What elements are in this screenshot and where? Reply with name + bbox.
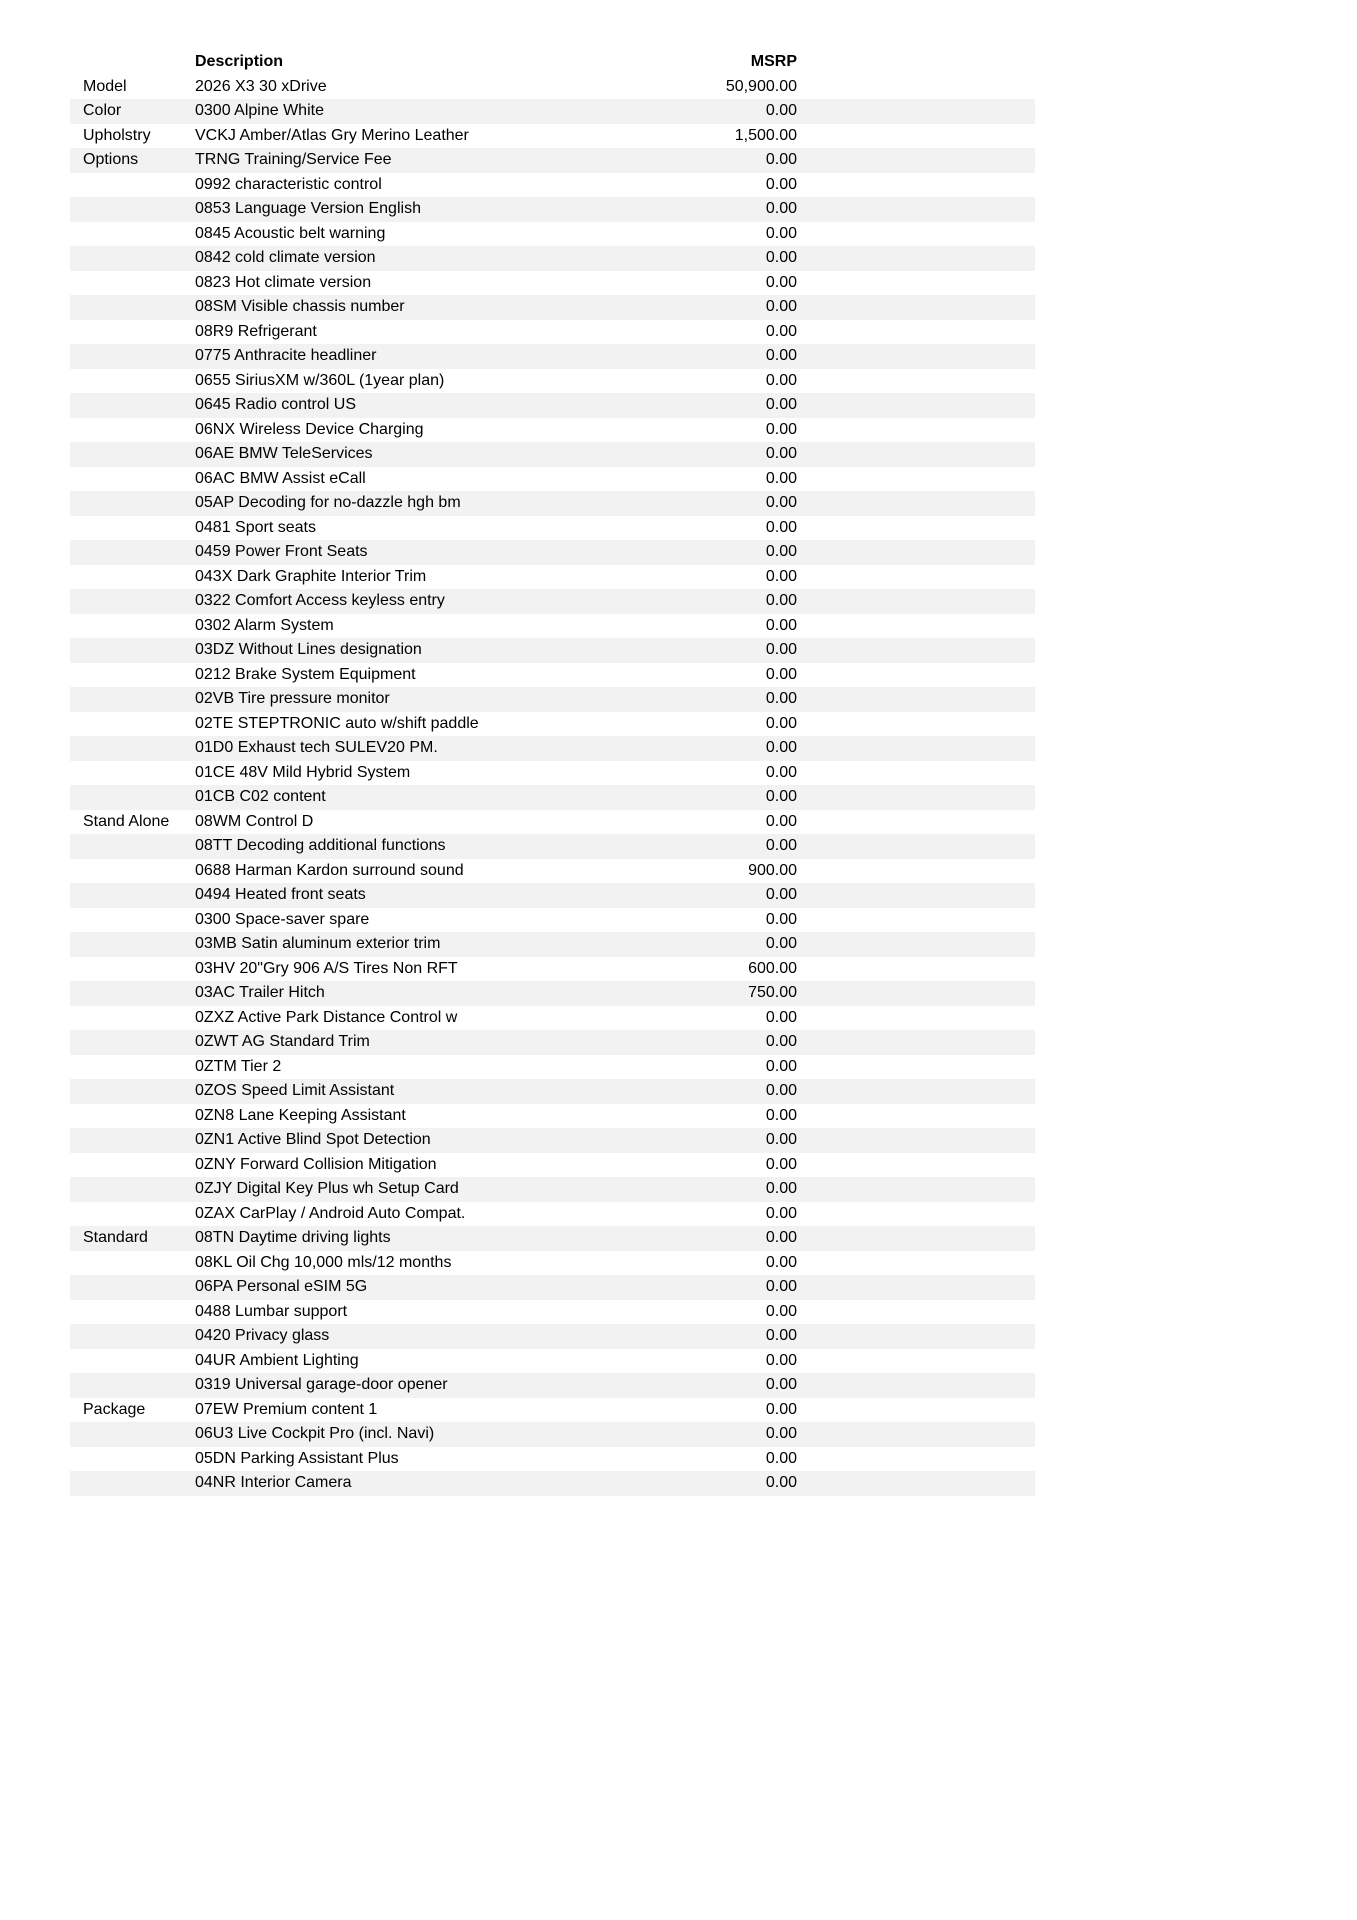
table-row	[70, 1104, 1035, 1129]
spacer-cell	[797, 369, 1035, 394]
table-body	[70, 75, 1035, 1496]
table-row	[70, 1447, 1035, 1472]
spacer-cell	[797, 761, 1035, 786]
description-cell: 03AC Trailer Hitch	[195, 984, 325, 1002]
category-cell	[70, 1447, 195, 1472]
description-cell: 0481 Sport seats	[195, 518, 316, 536]
table-row	[70, 638, 1035, 663]
category-cell	[70, 1275, 195, 1300]
category-cell	[70, 393, 195, 418]
category-cell	[70, 1055, 195, 1080]
spacer-cell	[797, 467, 1035, 492]
description-cell: 0212 Brake System Equipment	[195, 665, 416, 683]
spacer-cell	[797, 148, 1035, 173]
spacer-cell	[797, 1398, 1035, 1423]
table-row	[70, 295, 1035, 320]
spacer-cell	[797, 344, 1035, 369]
category-cell	[70, 957, 195, 982]
description-cell: 0655 SiriusXM w/360L (1year plan)	[195, 371, 445, 389]
category-cell	[70, 246, 195, 271]
description-cell: 0300 Space-saver spare	[195, 910, 370, 928]
category-column-header	[70, 50, 195, 75]
msrp-cell: 0.00	[765, 616, 797, 634]
category-cell	[70, 565, 195, 590]
msrp-cell: 0.00	[765, 1131, 797, 1149]
spacer-cell	[797, 1422, 1035, 1447]
table-row	[70, 565, 1035, 590]
msrp-cell: 600.00	[748, 959, 797, 977]
msrp-cell: 0.00	[765, 273, 797, 291]
spacer-cell	[797, 491, 1035, 516]
description-cell: 0420 Privacy glass	[195, 1327, 330, 1345]
category-cell: Options	[83, 151, 139, 169]
category-cell	[70, 981, 195, 1006]
spacer-cell	[797, 1373, 1035, 1398]
description-cell: 0459 Power Front Seats	[195, 543, 368, 561]
spacer-cell	[797, 1251, 1035, 1276]
msrp-cell: 0.00	[765, 1229, 797, 1247]
table-row	[70, 785, 1035, 810]
spacer-cell	[797, 932, 1035, 957]
category-cell: Standard	[83, 1229, 148, 1247]
spacer-cell	[797, 957, 1035, 982]
spacer-cell	[797, 589, 1035, 614]
table-row	[70, 981, 1035, 1006]
msrp-cell: 0.00	[765, 837, 797, 855]
msrp-cell: 0.00	[765, 714, 797, 732]
msrp-cell: 0.00	[765, 1400, 797, 1418]
description-cell: 0645 Radio control US	[195, 396, 356, 414]
description-cell: 02VB Tire pressure monitor	[195, 690, 390, 708]
table-row	[70, 344, 1035, 369]
spacer-cell	[797, 540, 1035, 565]
description-cell: 02TE STEPTRONIC auto w/shift paddle	[195, 714, 479, 732]
spacer-cell	[797, 687, 1035, 712]
spacer-cell	[797, 442, 1035, 467]
table-row	[70, 1300, 1035, 1325]
description-cell: 03DZ Without Lines designation	[195, 641, 422, 659]
spacer-cell	[797, 320, 1035, 345]
spacer-cell	[797, 565, 1035, 590]
spacer-cell	[797, 393, 1035, 418]
table-head	[70, 50, 1035, 75]
description-cell: 05DN Parking Assistant Plus	[195, 1449, 399, 1467]
category-cell: Color	[83, 102, 122, 120]
table-row	[70, 761, 1035, 786]
spacer-cell	[797, 1226, 1035, 1251]
description-cell: 043X Dark Graphite Interior Trim	[195, 567, 427, 585]
description-cell: 08SM Visible chassis number	[195, 298, 405, 316]
table-row	[70, 1226, 1035, 1251]
table-row	[70, 1030, 1035, 1055]
spacer-cell	[797, 908, 1035, 933]
description-cell: 0845 Acoustic belt warning	[195, 224, 386, 242]
msrp-cell: 1,500.00	[734, 126, 797, 144]
msrp-cell: 0.00	[765, 1253, 797, 1271]
msrp-cell: 0.00	[765, 1057, 797, 1075]
msrp-cell: 0.00	[765, 1474, 797, 1492]
spacer-cell	[797, 810, 1035, 835]
spacer-cell	[797, 197, 1035, 222]
msrp-cell: 0.00	[765, 494, 797, 512]
spacer-column-header	[797, 50, 1035, 75]
category-cell	[70, 1202, 195, 1227]
spacer-cell	[797, 614, 1035, 639]
msrp-cell: 0.00	[765, 763, 797, 781]
msrp-cell: 0.00	[765, 1106, 797, 1124]
table-row	[70, 1324, 1035, 1349]
description-column-header: Description	[195, 53, 284, 71]
description-cell: 0823 Hot climate version	[195, 273, 372, 291]
spacer-cell	[797, 1471, 1035, 1496]
category-cell	[70, 1471, 195, 1496]
category-cell	[70, 173, 195, 198]
msrp-cell: 0.00	[765, 445, 797, 463]
category-cell	[70, 761, 195, 786]
table-row	[70, 614, 1035, 639]
spacer-cell	[797, 1324, 1035, 1349]
msrp-cell: 0.00	[765, 518, 797, 536]
spacer-cell	[797, 516, 1035, 541]
category-cell	[70, 1030, 195, 1055]
description-cell: 04UR Ambient Lighting	[195, 1351, 359, 1369]
table-row	[70, 491, 1035, 516]
msrp-cell: 0.00	[765, 812, 797, 830]
description-cell: 0488 Lumbar support	[195, 1302, 348, 1320]
msrp-cell: 0.00	[765, 371, 797, 389]
table-row	[70, 320, 1035, 345]
description-cell: 0ZNY Forward Collision Mitigation	[195, 1155, 437, 1173]
description-cell: 0ZAX CarPlay / Android Auto Compat.	[195, 1204, 466, 1222]
description-cell: 0ZOS Speed Limit Assistant	[195, 1082, 395, 1100]
msrp-cell: 0.00	[765, 1425, 797, 1443]
description-cell: 06U3 Live Cockpit Pro (incl. Navi)	[195, 1425, 435, 1443]
msrp-cell: 0.00	[765, 1180, 797, 1198]
table-row	[70, 687, 1035, 712]
msrp-cell: 0.00	[765, 788, 797, 806]
spacer-cell	[797, 736, 1035, 761]
table-row	[70, 1006, 1035, 1031]
category-cell	[70, 1079, 195, 1104]
category-cell	[70, 1422, 195, 1447]
table-row	[70, 1128, 1035, 1153]
table-row	[70, 1349, 1035, 1374]
description-cell: 08TN Daytime driving lights	[195, 1229, 391, 1247]
category-cell	[70, 785, 195, 810]
spacer-cell	[797, 271, 1035, 296]
msrp-cell: 0.00	[765, 347, 797, 365]
msrp-cell: 0.00	[765, 1008, 797, 1026]
spacer-cell	[797, 75, 1035, 100]
spacer-cell	[797, 295, 1035, 320]
spacer-cell	[797, 418, 1035, 443]
msrp-cell: 750.00	[748, 984, 797, 1002]
description-cell: 06AC BMW Assist eCall	[195, 469, 366, 487]
description-cell: 04NR Interior Camera	[195, 1474, 352, 1492]
msrp-cell: 0.00	[765, 224, 797, 242]
category-cell	[70, 1128, 195, 1153]
spacer-cell	[797, 246, 1035, 271]
table-row	[70, 810, 1035, 835]
msrp-cell: 0.00	[765, 690, 797, 708]
msrp-cell: 0.00	[765, 175, 797, 193]
category-cell	[70, 197, 195, 222]
spacer-cell	[797, 859, 1035, 884]
description-cell: 01CE 48V Mild Hybrid System	[195, 763, 411, 781]
msrp-cell: 0.00	[765, 1302, 797, 1320]
description-cell: 2026 X3 30 xDrive	[195, 77, 327, 95]
table-row	[70, 393, 1035, 418]
category-cell	[70, 932, 195, 957]
category-cell	[70, 222, 195, 247]
msrp-cell: 0.00	[765, 1204, 797, 1222]
table-row	[70, 1153, 1035, 1178]
msrp-cell: 0.00	[765, 567, 797, 585]
table-row	[70, 663, 1035, 688]
description-cell: 08WM Control D	[195, 812, 314, 830]
msrp-cell: 0.00	[765, 151, 797, 169]
table-row	[70, 442, 1035, 467]
table-row	[70, 1251, 1035, 1276]
description-cell: 0ZJY Digital Key Plus wh Setup Card	[195, 1180, 459, 1198]
table-row	[70, 1055, 1035, 1080]
msrp-cell: 50,900.00	[725, 77, 797, 95]
category-cell	[70, 344, 195, 369]
table-row	[70, 834, 1035, 859]
spacer-cell	[797, 1104, 1035, 1129]
description-cell: 0853 Language Version English	[195, 200, 421, 218]
table-row	[70, 736, 1035, 761]
table-row	[70, 516, 1035, 541]
msrp-cell: 0.00	[765, 665, 797, 683]
description-cell: 08TT Decoding additional functions	[195, 837, 446, 855]
table-row	[70, 1398, 1035, 1423]
msrp-cell: 900.00	[748, 861, 797, 879]
description-cell: 07EW Premium content 1	[195, 1400, 378, 1418]
category-cell	[70, 1324, 195, 1349]
category-cell	[70, 1251, 195, 1276]
table-row	[70, 222, 1035, 247]
msrp-column-header: MSRP	[750, 53, 797, 71]
description-cell: VCKJ Amber/Atlas Gry Merino Leather	[195, 126, 469, 144]
category-cell	[70, 736, 195, 761]
category-cell	[70, 295, 195, 320]
msrp-cell: 0.00	[765, 739, 797, 757]
category-cell	[70, 1006, 195, 1031]
table-row	[70, 99, 1035, 124]
description-cell: 0992 characteristic control	[195, 175, 382, 193]
msrp-cell: 0.00	[765, 1033, 797, 1051]
category-cell	[70, 589, 195, 614]
msrp-cell: 0.00	[765, 1449, 797, 1467]
description-cell: 01D0 Exhaust tech SULEV20 PM.	[195, 739, 438, 757]
table-row	[70, 418, 1035, 443]
category-cell	[70, 687, 195, 712]
table-row	[70, 859, 1035, 884]
spacer-cell	[797, 638, 1035, 663]
category-cell	[70, 1177, 195, 1202]
category-cell	[70, 614, 195, 639]
description-cell: 08KL Oil Chg 10,000 mls/12 months	[195, 1253, 452, 1271]
msrp-cell: 0.00	[765, 543, 797, 561]
table-row	[70, 75, 1035, 100]
spacer-cell	[797, 1177, 1035, 1202]
table-row	[70, 540, 1035, 565]
msrp-cell: 0.00	[765, 935, 797, 953]
category-cell	[70, 1349, 195, 1374]
spacer-cell	[797, 222, 1035, 247]
table-row	[70, 1373, 1035, 1398]
spacer-cell	[797, 1300, 1035, 1325]
msrp-cell: 0.00	[765, 469, 797, 487]
spacer-cell	[797, 1079, 1035, 1104]
msrp-cell: 0.00	[765, 641, 797, 659]
category-cell	[70, 271, 195, 296]
description-cell: 0319 Universal garage-door opener	[195, 1376, 448, 1394]
description-cell: 06AE BMW TeleServices	[195, 445, 373, 463]
spacer-cell	[797, 173, 1035, 198]
description-cell: 0ZXZ Active Park Distance Control w	[195, 1008, 458, 1026]
category-cell	[70, 491, 195, 516]
category-cell	[70, 908, 195, 933]
description-cell: 01CB C02 content	[195, 788, 326, 806]
spacer-cell	[797, 834, 1035, 859]
spacer-cell	[797, 1030, 1035, 1055]
msrp-cell: 0.00	[765, 910, 797, 928]
description-cell: 0ZN8 Lane Keeping Assistant	[195, 1106, 406, 1124]
table-row	[70, 957, 1035, 982]
category-cell	[70, 540, 195, 565]
table-header-row	[70, 50, 1035, 75]
category-cell	[70, 1153, 195, 1178]
spacer-cell	[797, 663, 1035, 688]
category-cell	[70, 663, 195, 688]
msrp-cell: 0.00	[765, 1082, 797, 1100]
description-cell: 0302 Alarm System	[195, 616, 334, 634]
description-cell: 03HV 20"Gry 906 A/S Tires Non RFT	[195, 959, 458, 977]
category-cell	[70, 883, 195, 908]
table-row	[70, 932, 1035, 957]
table-row	[70, 173, 1035, 198]
msrp-cell: 0.00	[765, 102, 797, 120]
msrp-cell: 0.00	[765, 1155, 797, 1173]
table-row	[70, 883, 1035, 908]
description-cell: 0494 Heated front seats	[195, 886, 366, 904]
table-row	[70, 124, 1035, 149]
description-cell: 0775 Anthracite headliner	[195, 347, 377, 365]
msrp-cell: 0.00	[765, 592, 797, 610]
spacer-cell	[797, 1349, 1035, 1374]
description-cell: 06NX Wireless Device Charging	[195, 420, 424, 438]
table-row	[70, 467, 1035, 492]
category-cell	[70, 638, 195, 663]
description-cell: 0842 cold climate version	[195, 249, 376, 267]
category-cell	[70, 834, 195, 859]
category-cell	[70, 1104, 195, 1129]
spacer-cell	[797, 124, 1035, 149]
msrp-cell: 0.00	[765, 1351, 797, 1369]
description-cell: 0688 Harman Kardon surround sound	[195, 861, 464, 879]
spacer-cell	[797, 1153, 1035, 1178]
msrp-cell: 0.00	[765, 1376, 797, 1394]
description-cell: 0322 Comfort Access keyless entry	[195, 592, 445, 610]
spacer-cell	[797, 981, 1035, 1006]
description-cell: TRNG Training/Service Fee	[195, 151, 392, 169]
table-row	[70, 1471, 1035, 1496]
table-row	[70, 1079, 1035, 1104]
spacer-cell	[797, 883, 1035, 908]
spacer-cell	[797, 1055, 1035, 1080]
table-row	[70, 589, 1035, 614]
spacer-cell	[797, 1447, 1035, 1472]
msrp-cell: 0.00	[765, 249, 797, 267]
table-row	[70, 246, 1035, 271]
description-cell: 0ZTM Tier 2	[195, 1057, 282, 1075]
category-cell	[70, 369, 195, 394]
description-cell: 0300 Alpine White	[195, 102, 324, 120]
category-cell	[70, 320, 195, 345]
category-cell	[70, 516, 195, 541]
description-cell: 06PA Personal eSIM 5G	[195, 1278, 368, 1296]
spacer-cell	[797, 1128, 1035, 1153]
description-cell: 0ZWT AG Standard Trim	[195, 1033, 370, 1051]
table-row	[70, 369, 1035, 394]
msrp-cell: 0.00	[765, 396, 797, 414]
category-cell	[70, 1373, 195, 1398]
msrp-cell: 0.00	[765, 886, 797, 904]
table-row	[70, 197, 1035, 222]
msrp-cell: 0.00	[765, 1327, 797, 1345]
table-row	[70, 1422, 1035, 1447]
pricing-table	[70, 50, 1035, 1496]
table-row	[70, 271, 1035, 296]
description-cell: 08R9 Refrigerant	[195, 322, 317, 340]
table-row	[70, 148, 1035, 173]
category-cell: Upholstry	[83, 126, 151, 144]
category-cell: Model	[83, 77, 127, 95]
category-cell	[70, 442, 195, 467]
category-cell	[70, 859, 195, 884]
spacer-cell	[797, 1006, 1035, 1031]
table-row	[70, 908, 1035, 933]
category-cell: Package	[83, 1400, 146, 1418]
category-cell	[70, 418, 195, 443]
spacer-cell	[797, 1275, 1035, 1300]
category-cell: Stand Alone	[83, 812, 170, 830]
msrp-cell: 0.00	[765, 322, 797, 340]
table-row	[70, 712, 1035, 737]
msrp-cell: 0.00	[765, 298, 797, 316]
spacer-cell	[797, 712, 1035, 737]
table-row	[70, 1275, 1035, 1300]
msrp-cell: 0.00	[765, 420, 797, 438]
category-cell	[70, 712, 195, 737]
description-cell: 05AP Decoding for no-dazzle hgh bm	[195, 494, 461, 512]
spacer-cell	[797, 99, 1035, 124]
spacer-cell	[797, 1202, 1035, 1227]
msrp-cell: 0.00	[765, 1278, 797, 1296]
category-cell	[70, 1300, 195, 1325]
msrp-cell: 0.00	[765, 200, 797, 218]
table-row	[70, 1202, 1035, 1227]
table-row	[70, 1177, 1035, 1202]
category-cell	[70, 467, 195, 492]
description-cell: 03MB Satin aluminum exterior trim	[195, 935, 441, 953]
description-cell: 0ZN1 Active Blind Spot Detection	[195, 1131, 431, 1149]
spacer-cell	[797, 785, 1035, 810]
